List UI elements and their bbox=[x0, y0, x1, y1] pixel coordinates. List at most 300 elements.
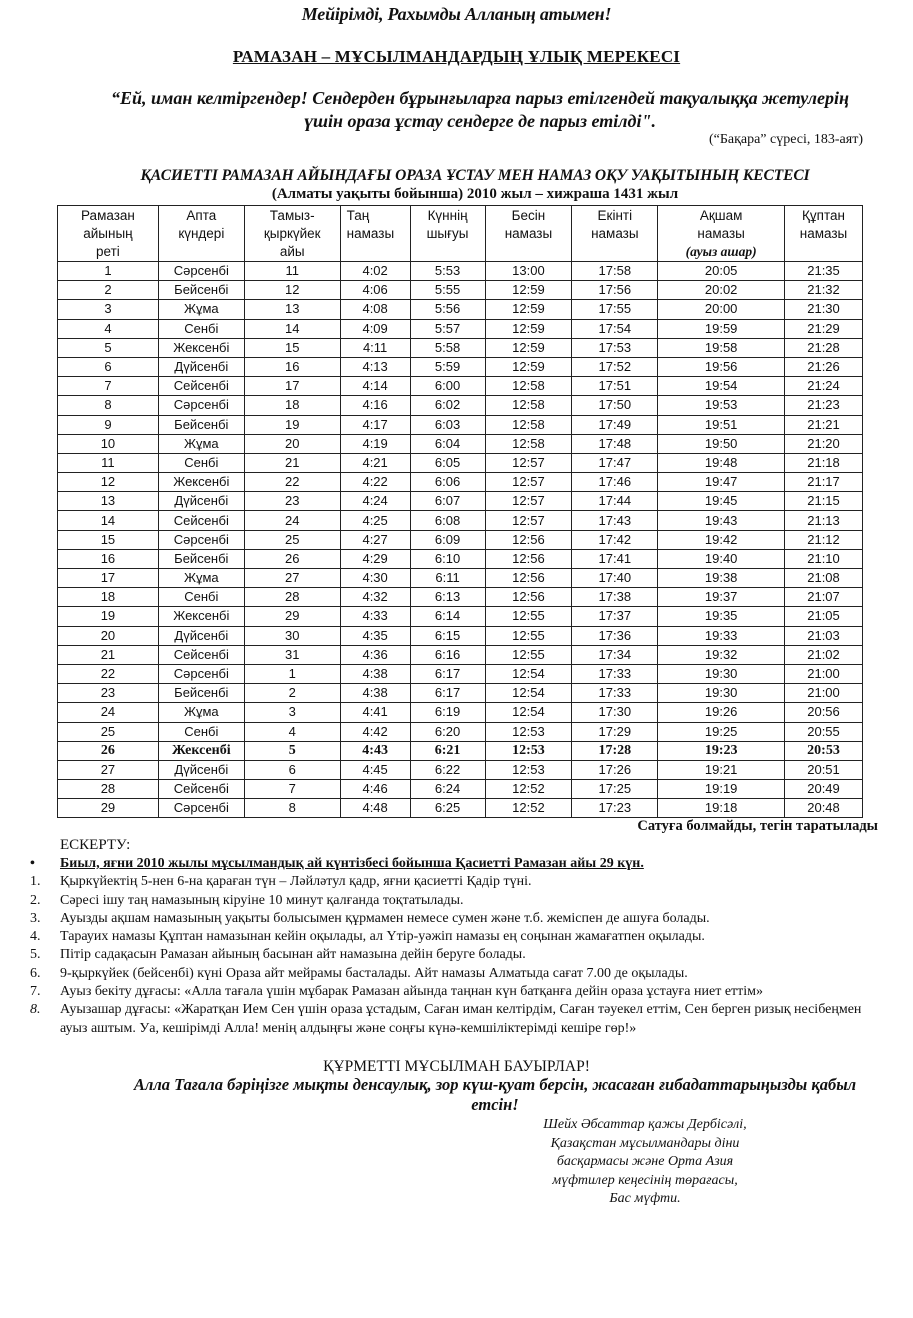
col-header-dhuhr: Бесін намазы bbox=[485, 206, 572, 262]
table-cell: 2 bbox=[58, 281, 159, 300]
table-cell: 21:08 bbox=[785, 569, 863, 588]
table-cell: 4:48 bbox=[340, 799, 410, 818]
table-cell: 6:10 bbox=[410, 549, 485, 568]
table-cell: 12:55 bbox=[485, 645, 572, 664]
table-cell: 21:30 bbox=[785, 300, 863, 319]
table-cell: 17:47 bbox=[572, 453, 658, 472]
table-cell: 6:19 bbox=[410, 703, 485, 722]
table-cell: 6:02 bbox=[410, 396, 485, 415]
table-cell: 4:25 bbox=[340, 511, 410, 530]
table-cell: Жұма bbox=[158, 703, 244, 722]
table-cell: 21:15 bbox=[785, 492, 863, 511]
table-cell: Бейсенбі bbox=[158, 281, 244, 300]
table-cell: 17:25 bbox=[572, 780, 658, 799]
note-item bbox=[30, 983, 890, 1001]
table-row bbox=[58, 607, 863, 626]
table-cell: 5 bbox=[58, 338, 159, 357]
table-cell: 5:56 bbox=[410, 300, 485, 319]
table-cell: 6:22 bbox=[410, 760, 485, 779]
table-row bbox=[58, 319, 863, 338]
table-cell: 24 bbox=[58, 703, 159, 722]
table-cell: 15 bbox=[58, 530, 159, 549]
table-cell: 20:55 bbox=[785, 722, 863, 741]
signature-block bbox=[520, 1116, 770, 1209]
note-item bbox=[30, 873, 890, 891]
table-cell: 12:52 bbox=[485, 799, 572, 818]
table-cell: 17:43 bbox=[572, 511, 658, 530]
table-cell: 19:32 bbox=[658, 645, 785, 664]
table-cell: 4:46 bbox=[340, 780, 410, 799]
table-cell: 17:50 bbox=[572, 396, 658, 415]
table-cell: 17:30 bbox=[572, 703, 658, 722]
table-cell: 12:52 bbox=[485, 780, 572, 799]
table-cell: 19:47 bbox=[658, 473, 785, 492]
table-cell: 31 bbox=[244, 645, 340, 664]
table-cell: 21:28 bbox=[785, 338, 863, 357]
table-cell: 27 bbox=[58, 760, 159, 779]
table-cell: 19:18 bbox=[658, 799, 785, 818]
table-cell: 20:05 bbox=[658, 262, 785, 281]
notes-heading: ЕСКЕРТУ: bbox=[60, 837, 131, 853]
table-cell: 12:54 bbox=[485, 664, 572, 683]
table-cell: 17:46 bbox=[572, 473, 658, 492]
table-cell: Сәрсенбі bbox=[158, 799, 244, 818]
note-number: 1. bbox=[30, 874, 41, 890]
table-cell: Сәрсенбі bbox=[158, 396, 244, 415]
table-cell: 17:48 bbox=[572, 434, 658, 453]
table-cell: 11 bbox=[58, 453, 159, 472]
table-cell: 11 bbox=[244, 262, 340, 281]
table-cell: 21:24 bbox=[785, 377, 863, 396]
table-cell: 4:22 bbox=[340, 473, 410, 492]
signature-line: Бас мүфти. bbox=[609, 1191, 681, 1207]
table-cell: 21:07 bbox=[785, 588, 863, 607]
note-item bbox=[30, 965, 890, 983]
table-cell: Жұма bbox=[158, 434, 244, 453]
table-cell: 17:40 bbox=[572, 569, 658, 588]
table-cell: 17:44 bbox=[572, 492, 658, 511]
table-row bbox=[58, 760, 863, 779]
note-text: Сәресі ішу таң намазының кіруіне 10 минут қалғанда тоқтатылады. bbox=[60, 892, 464, 908]
note-item bbox=[30, 1001, 890, 1038]
note-item bbox=[30, 946, 890, 964]
table-cell: 12:55 bbox=[485, 607, 572, 626]
table-row bbox=[58, 703, 863, 722]
table-cell: 19:35 bbox=[658, 607, 785, 626]
table-cell: 30 bbox=[244, 626, 340, 645]
table-cell: 7 bbox=[58, 377, 159, 396]
table-cell: 12:53 bbox=[485, 722, 572, 741]
table-cell: 17:34 bbox=[572, 645, 658, 664]
bullet-icon: • bbox=[30, 856, 35, 871]
col-header-asr: Екінті намазы bbox=[572, 206, 658, 262]
table-cell: 5 bbox=[244, 741, 340, 760]
table-cell: 19:25 bbox=[658, 722, 785, 741]
table-cell: 28 bbox=[244, 588, 340, 607]
table-cell: 20 bbox=[58, 626, 159, 645]
table-cell: Сейсенбі bbox=[158, 780, 244, 799]
table-cell: 14 bbox=[244, 319, 340, 338]
note-number: 3. bbox=[30, 910, 41, 926]
table-cell: 10 bbox=[58, 434, 159, 453]
table-cell: 13:00 bbox=[485, 262, 572, 281]
table-cell: 19:58 bbox=[658, 338, 785, 357]
table-cell: 13 bbox=[244, 300, 340, 319]
table-cell: 4:09 bbox=[340, 319, 410, 338]
col-header-sunrise: Күннің шығуы bbox=[410, 206, 485, 262]
table-cell: Сейсенбі bbox=[158, 645, 244, 664]
note-text: Пітір садақасын Рамазан айының басынан айт намазына дейін беруге болады. bbox=[60, 947, 526, 963]
table-cell: 12:58 bbox=[485, 434, 572, 453]
table-cell: 23 bbox=[244, 492, 340, 511]
table-cell: 12:56 bbox=[485, 588, 572, 607]
table-cell: Бейсенбі bbox=[158, 415, 244, 434]
note-item bbox=[30, 892, 890, 910]
note-text: 9-қыркүйек (бейсенбі) күні Ораза айт мейрамы басталады. Айт намазы Алматыда сағат 7.00 де оқылады. bbox=[60, 965, 688, 981]
table-cell: Сейсенбі bbox=[158, 377, 244, 396]
table-cell: 21:03 bbox=[785, 626, 863, 645]
table-subtitle: (Алматы уақыты бойынша) 2010 жыл – хижраша 1431 жыл bbox=[271, 186, 679, 202]
table-cell: 12:57 bbox=[485, 453, 572, 472]
table-cell: 17:42 bbox=[572, 530, 658, 549]
table-cell: 13 bbox=[58, 492, 159, 511]
table-cell: 25 bbox=[58, 722, 159, 741]
table-cell: 12:55 bbox=[485, 626, 572, 645]
table-cell: 19:45 bbox=[658, 492, 785, 511]
table-cell: 12:56 bbox=[485, 530, 572, 549]
table-header-row bbox=[58, 206, 863, 262]
table-cell: 17:37 bbox=[572, 607, 658, 626]
table-cell: 19:19 bbox=[658, 780, 785, 799]
table-cell: 6:16 bbox=[410, 645, 485, 664]
table-cell: 12:58 bbox=[485, 415, 572, 434]
table-cell: 22 bbox=[244, 473, 340, 492]
table-cell: 19:37 bbox=[658, 588, 785, 607]
table-cell: 19:43 bbox=[658, 511, 785, 530]
table-cell: 27 bbox=[244, 569, 340, 588]
table-cell: 21:20 bbox=[785, 434, 863, 453]
table-cell: 17:26 bbox=[572, 760, 658, 779]
table-cell: 5:53 bbox=[410, 262, 485, 281]
table-cell: Сәрсенбі bbox=[158, 262, 244, 281]
note-item bbox=[30, 910, 890, 928]
table-cell: Сәрсенбі bbox=[158, 664, 244, 683]
table-cell: 17:58 bbox=[572, 262, 658, 281]
table-cell: 21:17 bbox=[785, 473, 863, 492]
note-number: 5. bbox=[30, 947, 41, 963]
table-cell: 20:56 bbox=[785, 703, 863, 722]
quran-quote: “Ей, иман келтіргендер! Сендерден бұрынғыларға парыз етілгендей тақуалыққа жетулерің үшін ораза ұстау сендерге де парыз етілді". bbox=[110, 88, 850, 131]
table-cell: 22 bbox=[58, 664, 159, 683]
table-cell: 4:33 bbox=[340, 607, 410, 626]
table-cell: 6:06 bbox=[410, 473, 485, 492]
table-cell: 6:21 bbox=[410, 741, 485, 760]
table-cell: 17:56 bbox=[572, 281, 658, 300]
note-text: Тарауих намазы Құптан намазынан кейін оқылады, ал Үтір-уәжіп намазы ең соңынан жамағатпен оқылады. bbox=[60, 929, 705, 945]
table-cell: 4:45 bbox=[340, 760, 410, 779]
table-cell: Жексенбі bbox=[158, 741, 244, 760]
table-cell: 19:33 bbox=[658, 626, 785, 645]
table-cell: Бейсенбі bbox=[158, 549, 244, 568]
greeting-title: ҚҰРМЕТТІ МҰСЫЛМАН БАУЫРЛАР! bbox=[323, 1058, 590, 1075]
table-cell: 12:59 bbox=[485, 357, 572, 376]
table-cell: 19:48 bbox=[658, 453, 785, 472]
greeting-body: Алла Тағала бәріңізге мықты денсаулық, зор күш-қуат берсін, жасаған ғибадаттарыңызды қабыл етсін! bbox=[133, 1075, 857, 1114]
table-cell: 9 bbox=[58, 415, 159, 434]
table-cell: 12:53 bbox=[485, 760, 572, 779]
table-cell: Дүйсенбі bbox=[158, 760, 244, 779]
table-cell: 20:02 bbox=[658, 281, 785, 300]
table-cell: 12:59 bbox=[485, 338, 572, 357]
table-cell: Сейсенбі bbox=[158, 511, 244, 530]
table-cell: 17:52 bbox=[572, 357, 658, 376]
table-cell: 6:07 bbox=[410, 492, 485, 511]
table-cell: 19:30 bbox=[658, 684, 785, 703]
table-cell: 21:18 bbox=[785, 453, 863, 472]
table-cell: Сенбі bbox=[158, 319, 244, 338]
table-cell: 8 bbox=[58, 396, 159, 415]
table-cell: 16 bbox=[58, 549, 159, 568]
table-cell: 4:38 bbox=[340, 684, 410, 703]
table-cell: 4:16 bbox=[340, 396, 410, 415]
table-cell: 29 bbox=[58, 799, 159, 818]
note-number: 7. bbox=[30, 984, 41, 1000]
table-cell: Сенбі bbox=[158, 722, 244, 741]
table-cell: 17:33 bbox=[572, 664, 658, 683]
col-header-isha: Құптан намазы bbox=[785, 206, 863, 262]
signature-line: Шейх Әбсаттар қажы Дербісәлі, bbox=[543, 1117, 747, 1132]
table-row bbox=[58, 569, 863, 588]
col-header-date: Тамыз- қыркүйек айы bbox=[244, 206, 340, 262]
table-row bbox=[58, 722, 863, 741]
table-cell: 4:17 bbox=[340, 415, 410, 434]
table-cell: 20:53 bbox=[785, 741, 863, 760]
table-cell: 6 bbox=[244, 760, 340, 779]
table-cell: 12:59 bbox=[485, 300, 572, 319]
notes-list bbox=[30, 855, 890, 1038]
table-cell: 19:54 bbox=[658, 377, 785, 396]
table-cell: Дүйсенбі bbox=[158, 626, 244, 645]
table-cell: 17:53 bbox=[572, 338, 658, 357]
note-text: Ауызашар дұғасы: «Жаратқан Ием Сен үшін ораза ұстадым, Саған иман келтірдім, Саған тәуекел еттім, Сен берген ризық несібеңмен ауыз аштым. Уа, кешірімді Алла! менің алдыңғы және соңғы күнә-кемшіліктерімді кешіре гөр!» bbox=[60, 1002, 862, 1036]
table-row bbox=[58, 377, 863, 396]
table-cell: 12:54 bbox=[485, 703, 572, 722]
table-cell: 5:58 bbox=[410, 338, 485, 357]
table-cell: 4:13 bbox=[340, 357, 410, 376]
page-title: РАМАЗАН – МҰСЫЛМАНДАРДЫҢ ҰЛЫҚ МЕРЕКЕСІ bbox=[232, 47, 681, 66]
table-cell: 21:00 bbox=[785, 684, 863, 703]
table-cell: 4:30 bbox=[340, 569, 410, 588]
table-cell: 19:38 bbox=[658, 569, 785, 588]
table-cell: 4:21 bbox=[340, 453, 410, 472]
table-cell: 3 bbox=[58, 300, 159, 319]
table-cell: 19:53 bbox=[658, 396, 785, 415]
table-cell: 26 bbox=[244, 549, 340, 568]
table-cell: Сенбі bbox=[158, 588, 244, 607]
table-cell: 12:58 bbox=[485, 396, 572, 415]
table-cell: 20:48 bbox=[785, 799, 863, 818]
table-cell: 19:56 bbox=[658, 357, 785, 376]
table-cell: 5:57 bbox=[410, 319, 485, 338]
col-header-ramadan-day: Рамазан айының реті bbox=[58, 206, 159, 262]
table-cell: 4:11 bbox=[340, 338, 410, 357]
table-cell: 20:49 bbox=[785, 780, 863, 799]
table-title: ҚАСИЕТТІ РАМАЗАН АЙЫНДАҒЫ ОРАЗА ҰСТАУ МЕН НАМАЗ ОҚУ УАҚЫТЫНЫҢ КЕСТЕСІ bbox=[140, 167, 810, 184]
table-cell: 6:00 bbox=[410, 377, 485, 396]
table-cell: 19:30 bbox=[658, 664, 785, 683]
table-cell: 17:49 bbox=[572, 415, 658, 434]
table-row bbox=[58, 684, 863, 703]
table-cell: 3 bbox=[244, 703, 340, 722]
table-cell: 12:57 bbox=[485, 492, 572, 511]
table-cell: 19:26 bbox=[658, 703, 785, 722]
table-row bbox=[58, 473, 863, 492]
table-cell: 19:23 bbox=[658, 741, 785, 760]
table-cell: 17:55 bbox=[572, 300, 658, 319]
table-cell: 12:56 bbox=[485, 549, 572, 568]
table-cell: 6:24 bbox=[410, 780, 485, 799]
note-number: 2. bbox=[30, 892, 41, 908]
bismillah-heading: Мейірімді, Рахымды Алланың атымен! bbox=[301, 4, 612, 24]
col-header-weekday: Апта күндері bbox=[158, 206, 244, 262]
table-cell: 17 bbox=[244, 377, 340, 396]
table-cell: 4:38 bbox=[340, 664, 410, 683]
table-cell: 1 bbox=[244, 664, 340, 683]
table-cell: 12:59 bbox=[485, 319, 572, 338]
table-cell: Сәрсенбі bbox=[158, 530, 244, 549]
note-number: 8. bbox=[30, 1002, 41, 1018]
table-cell: 19 bbox=[244, 415, 340, 434]
free-distribution-note: Сатуға болмайды, тегін таратылады bbox=[637, 818, 878, 834]
table-row bbox=[58, 645, 863, 664]
table-cell: 12:58 bbox=[485, 377, 572, 396]
table-cell: 19:50 bbox=[658, 434, 785, 453]
table-cell: 17:29 bbox=[572, 722, 658, 741]
table-cell: 19:40 bbox=[658, 549, 785, 568]
table-row bbox=[58, 780, 863, 799]
table-row bbox=[58, 664, 863, 683]
note-number: 6. bbox=[30, 965, 41, 981]
table-cell: 14 bbox=[58, 511, 159, 530]
col-header-fajr: Таң намазы bbox=[340, 206, 410, 262]
table-row bbox=[58, 262, 863, 281]
prayer-schedule-table bbox=[57, 205, 863, 818]
table-cell: 6:20 bbox=[410, 722, 485, 741]
note-item bbox=[30, 855, 890, 873]
table-cell: 6 bbox=[58, 357, 159, 376]
table-cell: 26 bbox=[58, 741, 159, 760]
table-cell: 12:59 bbox=[485, 281, 572, 300]
table-row bbox=[58, 741, 863, 760]
table-cell: 12:57 bbox=[485, 511, 572, 530]
table-cell: 21:35 bbox=[785, 262, 863, 281]
table-row bbox=[58, 300, 863, 319]
table-cell: 4:02 bbox=[340, 262, 410, 281]
table-cell: Сенбі bbox=[158, 453, 244, 472]
table-cell: 21:29 bbox=[785, 319, 863, 338]
table-cell: 1 bbox=[58, 262, 159, 281]
table-row bbox=[58, 396, 863, 415]
table-cell: 7 bbox=[244, 780, 340, 799]
table-cell: 24 bbox=[244, 511, 340, 530]
table-cell: 20:00 bbox=[658, 300, 785, 319]
table-cell: 12:54 bbox=[485, 684, 572, 703]
table-cell: Жексенбі bbox=[158, 607, 244, 626]
table-cell: Дүйсенбі bbox=[158, 357, 244, 376]
table-cell: 21:32 bbox=[785, 281, 863, 300]
table-cell: 21:21 bbox=[785, 415, 863, 434]
table-cell: Бейсенбі bbox=[158, 684, 244, 703]
table-cell: 12 bbox=[58, 473, 159, 492]
table-cell: 12:56 bbox=[485, 569, 572, 588]
table-cell: 21:10 bbox=[785, 549, 863, 568]
table-cell: 6:15 bbox=[410, 626, 485, 645]
table-row bbox=[58, 357, 863, 376]
table-cell: 4:42 bbox=[340, 722, 410, 741]
table-cell: 12:57 bbox=[485, 473, 572, 492]
table-row bbox=[58, 511, 863, 530]
note-text: Ауыз бекіту дұғасы: «Алла тағала үшін мұбарак Рамазан айында таңнан күн батқанға дейін ораза ұстауға ниет еттім» bbox=[60, 984, 764, 1000]
note-text: Биыл, яғни 2010 жылы мұсылмандық ай күнтізбесі бойынша Қасиетті Рамазан айы 29 күн. bbox=[60, 856, 644, 871]
table-cell: 5:55 bbox=[410, 281, 485, 300]
table-row bbox=[58, 799, 863, 818]
table-row bbox=[58, 415, 863, 434]
table-cell: 17:41 bbox=[572, 549, 658, 568]
table-cell: 21:23 bbox=[785, 396, 863, 415]
quote-source: (“Бақара” сүресі, 183-аят) bbox=[708, 132, 863, 147]
table-row bbox=[58, 434, 863, 453]
table-row bbox=[58, 588, 863, 607]
table-cell: Жексенбі bbox=[158, 338, 244, 357]
table-cell: 25 bbox=[244, 530, 340, 549]
table-cell: 4 bbox=[58, 319, 159, 338]
table-cell: 29 bbox=[244, 607, 340, 626]
signature-line: басқармасы және Орта Азия bbox=[556, 1154, 734, 1170]
table-cell: 16 bbox=[244, 357, 340, 376]
table-cell: 19:42 bbox=[658, 530, 785, 549]
table-cell: 6:17 bbox=[410, 684, 485, 703]
table-cell: 4:36 bbox=[340, 645, 410, 664]
table-cell: 6:14 bbox=[410, 607, 485, 626]
table-cell: 21:02 bbox=[785, 645, 863, 664]
table-cell: 19:21 bbox=[658, 760, 785, 779]
table-cell: 21:05 bbox=[785, 607, 863, 626]
table-row bbox=[58, 281, 863, 300]
table-cell: 4:19 bbox=[340, 434, 410, 453]
table-cell: 17:36 bbox=[572, 626, 658, 645]
table-cell: Дүйсенбі bbox=[158, 492, 244, 511]
table-cell: 19 bbox=[58, 607, 159, 626]
col-header-maghrib: Ақшам намазы (ауыз ашар) bbox=[658, 206, 785, 262]
table-cell: 21:26 bbox=[785, 357, 863, 376]
note-item bbox=[30, 928, 890, 946]
table-body bbox=[58, 262, 863, 818]
table-cell: 17:33 bbox=[572, 684, 658, 703]
table-cell: Жұма bbox=[158, 300, 244, 319]
table-cell: 6:03 bbox=[410, 415, 485, 434]
table-cell: 23 bbox=[58, 684, 159, 703]
table-cell: 4:35 bbox=[340, 626, 410, 645]
table-cell: 21 bbox=[244, 453, 340, 472]
table-cell: 21:13 bbox=[785, 511, 863, 530]
table-cell: 6:25 bbox=[410, 799, 485, 818]
table-row bbox=[58, 338, 863, 357]
table-cell: 4 bbox=[244, 722, 340, 741]
table-cell: 17:38 bbox=[572, 588, 658, 607]
table-row bbox=[58, 530, 863, 549]
table-cell: 4:06 bbox=[340, 281, 410, 300]
table-cell: 21:12 bbox=[785, 530, 863, 549]
